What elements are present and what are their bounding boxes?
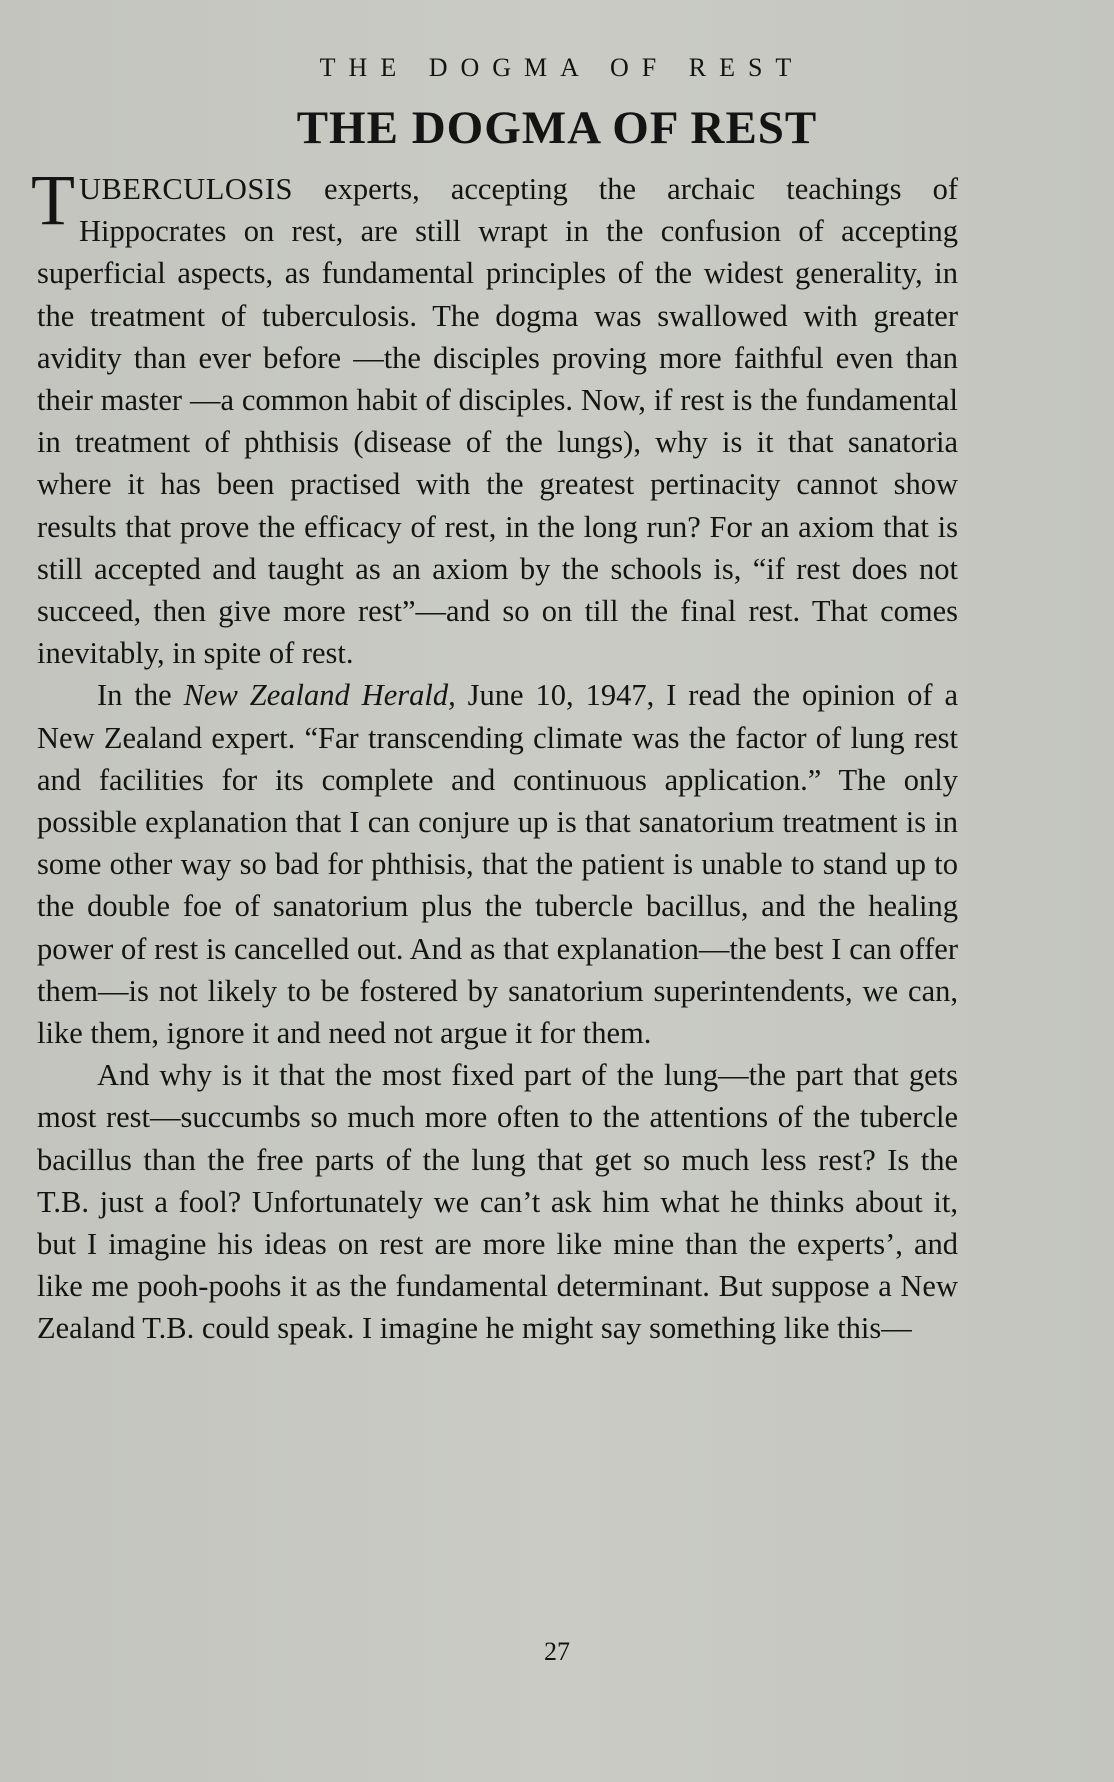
drop-cap: T [31, 160, 75, 240]
paragraph-1-lead: UBERCULOSIS [78, 172, 293, 206]
paragraph-1 [31, 160, 958, 674]
paragraph-2-text: June 10, 1947, I read the opinion of a New Zealand expert. “Far transcending climate was the factor of lung rest and facilities for its complete and continuous application.” The only possible explanation that I can conjure up is that sanatorium treatment is in some other way so bad for phthisis, that the patient is unable to stand up to the double foe of sanatorium plus the tubercle bacillus, and the healing power of rest is cancelled out. And as that explanation—the best I can offer them—is not likely to be fostered by sanatorium superintendents, we can, like them, ignore it and need not argue it for them. [37, 678, 958, 1051]
paragraph-1-text: experts, accepting the archaic teachings of Hippocrates on rest, are still wrapt in the confusion of accepting superficial aspects, as fundamental principles of the widest generality, in the treatment of tuberculosis. The dogma was swallowed with greater avidity than ever before —the disciples proving more faithful even than their master —a common habit of disciples. Now, if rest is the fundamental in treatment of phthisis (disease of the lungs), why is it that sanatoria where it has been practised with the greatest pertinacity cannot show results that prove the efficacy of rest, in the long run? For an axiom that is still accepted and taught as an axiom by the schools is, “if rest does not succeed, then give more rest”—and so on till the final rest. That comes inevitably, in spite of rest. [37, 172, 958, 671]
paragraph-2 [37, 674, 958, 1054]
chapter-title: THE DOGMA OF REST [296, 102, 818, 154]
page-number: 27 [544, 1637, 570, 1666]
paragraph-3 [37, 1054, 958, 1349]
body-text [31, 160, 958, 1350]
newspaper-title: New Zealand Herald, [183, 678, 456, 713]
paragraph-2-pre: In the [97, 678, 184, 713]
running-head: THE DOGMA OF REST [319, 53, 805, 82]
paragraph-3-text: And why is it that the most fixed part of the lung—the part that gets most rest—succumbs so much more often to the attentions of the tubercle bacillus than the free parts of the lung that get so much less rest? Is the T.B. just a fool? Unfortunately we can’t ask him what he thinks about it, but I imagine his ideas on rest are more like mine than the experts’, and like me pooh-poohs it as the fundamental determinant. But suppose a New Zealand T.B. could speak. I imagine he might say something like this— [37, 1058, 958, 1346]
